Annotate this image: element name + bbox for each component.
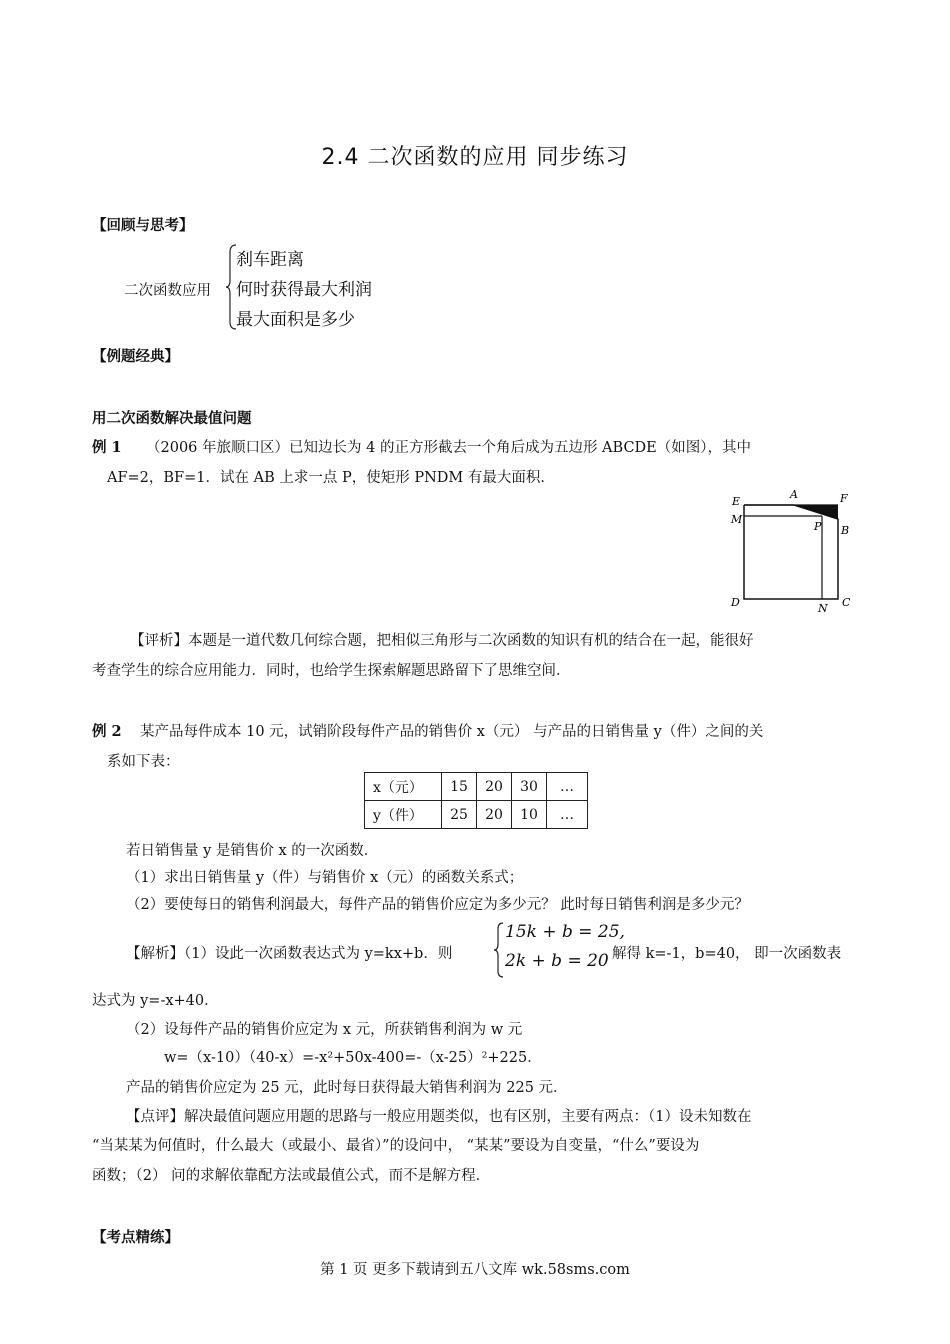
review-branch-1: 刹车距离 [236, 250, 304, 270]
fig-label-b: B [841, 524, 850, 537]
fig-label-d: D [731, 596, 740, 609]
table-cell: … [547, 773, 588, 801]
table-cell: 30 [512, 773, 547, 801]
table-cell: 25 [442, 801, 477, 829]
ex2-solution-prefix: 【解析】（1）设此一次函数表达式为 y=kx+b．则 [126, 946, 453, 962]
table-cell: x（元） [365, 773, 442, 801]
fig-label-c: C [842, 596, 851, 609]
review-branch-2: 何时获得最大利润 [236, 280, 372, 300]
ex2-question-1: （1）求出日销售量 y（件）与销售价 x（元）的函数关系式； [126, 870, 524, 886]
table-row [365, 801, 588, 829]
ex1-text-line1: （2006 年旅顺口区）已知边长为 4 的正方形截去一个角后成为五边形 ABCDE（如图），其中 [146, 440, 752, 456]
ex1-comment-line2: 考查学生的综合应用能力．同时，也给学生探索解题思路留下了思维空间． [92, 663, 571, 679]
review-branch-3: 最大面积是多少 [236, 310, 355, 330]
equation-2: 2k + b = 20 [505, 951, 609, 971]
table-cell: 20 [477, 773, 512, 801]
ex2-part2-line2: w=（x-10）（40-x）=-x²+50x-400=-（x-25）²+225． [164, 1050, 542, 1066]
ex2-solution-line2: 达式为 y=-x+40． [92, 993, 219, 1009]
ex2-text-line1: 某产品每件成本 10 元，试销阶段每件产品的销售价 x（元） 与产品的日销售量 y（件）之间的关 [140, 724, 764, 740]
ex2-part2-line1: （2）设每件产品的销售价应定为 x 元，所获销售利润为 w 元 [126, 1022, 523, 1038]
ex2-remark-line3: 函数；（2） 问的求解依靠配方法或最值公式，而不是解方程． [92, 1168, 491, 1184]
review-root: 二次函数应用 [124, 283, 211, 299]
fig-label-f: F [840, 492, 848, 505]
pentagon-figure [728, 488, 858, 616]
topic-heading: 用二次函数解决最值问题 [92, 410, 252, 427]
table-cell: y（件） [365, 801, 442, 829]
review-heading: 【回顾与思考】 [92, 218, 194, 234]
table-cell: 20 [477, 801, 512, 829]
page-footer: 第 1 页 更多下载请到五八文库 wk.58sms.com [320, 1262, 630, 1278]
fig-label-m: M [731, 513, 743, 526]
ex1-comment-line1: 【评析】本题是一道代数几何综合题，把相似三角形与二次函数的知识有机的结合在一起，能很好 [130, 633, 754, 649]
ex2-part2-line3: 产品的销售价应定为 25 元，此时每日获得最大销售利润为 225 元． [126, 1080, 568, 1096]
ex2-remark-line1: 【点评】解决最值问题应用题的思路与一般应用题类似，也有区别，主要有两点：（1）设未知数在 [126, 1109, 752, 1125]
ex2-question-2: （2）要使每日的销售利润最大，每件产品的销售价应定为多少元？ 此时每日销售利润是多少元？ [126, 897, 749, 913]
fig-label-p: P [814, 520, 822, 533]
fig-label-e: E [732, 495, 741, 508]
fig-label-n: N [818, 602, 828, 615]
examples-heading: 【例题经典】 [92, 349, 179, 365]
ex2-remark-line2: “当某某为何值时，什么最大（或最小、最省）”的设问中， “某某”要设为自变量，“什么”要设为 [92, 1138, 700, 1154]
ex2-solution-suffix: 解得 k=-1，b=40， 即一次函数表 [612, 946, 842, 962]
system-brace-icon [494, 922, 504, 978]
table-cell: 15 [442, 773, 477, 801]
ex2-label: 例 2 [92, 723, 122, 740]
table-cell: … [547, 801, 588, 829]
ex1-text-line2: AF=2，BF=1．试在 AB 上求一点 P，使矩形 PNDM 有最大面积． [107, 470, 555, 486]
page-title: 2.4 二次函数的应用 同步练习 [321, 145, 629, 170]
table-cell: 10 [512, 801, 547, 829]
ex2-text-line2: 系如下表： [107, 754, 180, 770]
ex2-condition: 若日销售量 y 是销售价 x 的一次函数． [126, 843, 379, 859]
ex1-label: 例 1 [92, 439, 122, 456]
price-sales-table [364, 772, 588, 829]
fig-label-a: A [790, 488, 798, 501]
practice-heading: 【考点精练】 [92, 1230, 179, 1246]
table-row [365, 773, 588, 801]
equation-1: 15k + b = 25, [505, 922, 625, 942]
